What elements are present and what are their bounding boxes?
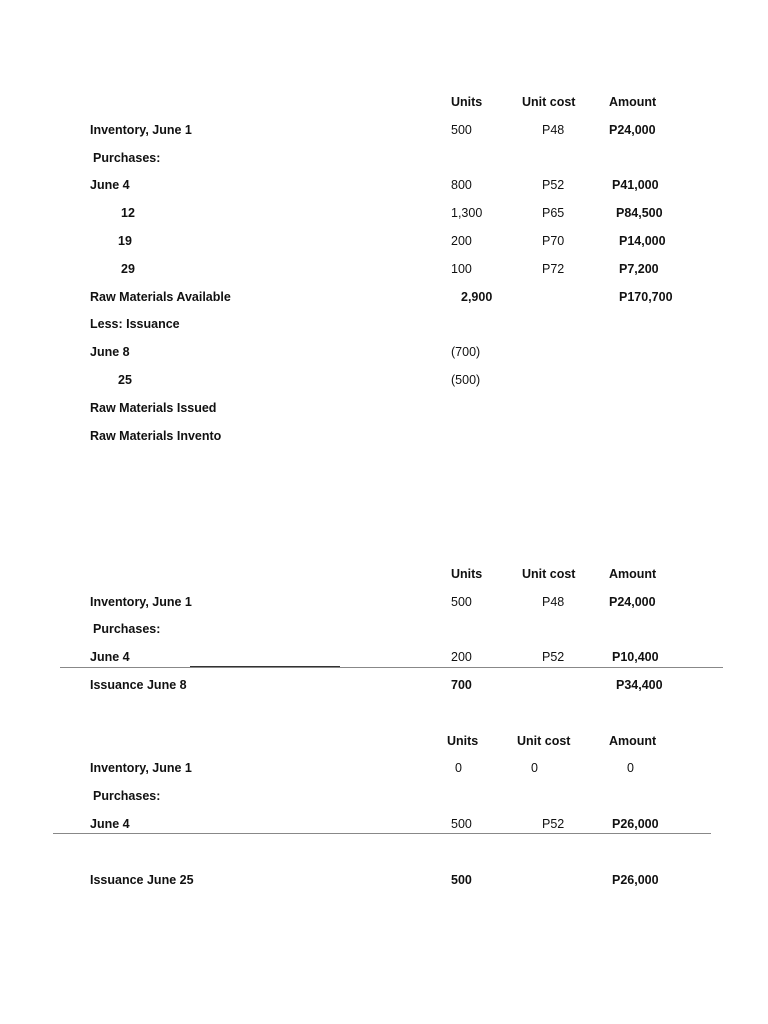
row-units: (700) bbox=[451, 345, 481, 359]
row-amount: P10,400 bbox=[612, 650, 659, 664]
row-unit-cost: P70 bbox=[542, 234, 565, 248]
row-label: Less: Issuance bbox=[90, 317, 180, 331]
row-units: 2,900 bbox=[461, 290, 493, 304]
header-units: Units bbox=[451, 567, 483, 581]
row-label: Raw Materials Invento bbox=[90, 429, 222, 443]
row-label: June 4 bbox=[90, 178, 130, 192]
row-amount: P26,000 bbox=[612, 817, 659, 831]
row-label: Raw Materials Available bbox=[90, 290, 231, 304]
row-amount: P41,000 bbox=[612, 178, 659, 192]
row-units: 800 bbox=[451, 178, 472, 192]
row-label: June 4 bbox=[90, 650, 130, 664]
header-units: Units bbox=[451, 95, 483, 109]
header-amount: Amount bbox=[609, 95, 657, 109]
header-amount: Amount bbox=[609, 567, 657, 581]
row-label: Purchases: bbox=[93, 151, 161, 165]
row-unit-cost: P52 bbox=[542, 817, 565, 831]
row-units: 500 bbox=[451, 595, 472, 609]
row-unit-cost: P52 bbox=[542, 650, 565, 664]
row-label: June 8 bbox=[90, 345, 130, 359]
row-label: 29 bbox=[121, 262, 135, 276]
row-amount: P24,000 bbox=[609, 595, 656, 609]
row-amount: 0 bbox=[627, 761, 634, 775]
row-units: 500 bbox=[451, 817, 472, 831]
row-label: Inventory, June 1 bbox=[90, 595, 192, 609]
row-units: 100 bbox=[451, 262, 472, 276]
row-label: 19 bbox=[118, 234, 132, 248]
row-unit-cost: P72 bbox=[542, 262, 565, 276]
row-units: 200 bbox=[451, 234, 472, 248]
row-unit-cost: P48 bbox=[542, 595, 565, 609]
row-unit-cost: P65 bbox=[542, 206, 565, 220]
row-amount: P14,000 bbox=[619, 234, 666, 248]
row-label: 25 bbox=[118, 373, 132, 387]
row-units: 200 bbox=[451, 650, 472, 664]
row-label: Issuance June 25 bbox=[90, 873, 194, 887]
row-unit-cost: 0 bbox=[531, 761, 538, 775]
row-label: Issuance June 8 bbox=[90, 678, 187, 692]
header-amount: Amount bbox=[609, 734, 657, 748]
row-units: 0 bbox=[455, 761, 462, 775]
header-unit-cost: Unit cost bbox=[517, 734, 571, 748]
row-units: 500 bbox=[451, 123, 472, 137]
row-units: 500 bbox=[451, 873, 472, 887]
header-unit-cost: Unit cost bbox=[522, 567, 576, 581]
row-label: 12 bbox=[121, 206, 135, 220]
row-label: June 4 bbox=[90, 817, 130, 831]
row-amount: P24,000 bbox=[609, 123, 656, 137]
total-divider bbox=[53, 833, 711, 834]
row-amount: P170,700 bbox=[619, 290, 673, 304]
row-amount: P34,400 bbox=[616, 678, 663, 692]
row-unit-cost: P48 bbox=[542, 123, 565, 137]
header-units: Units bbox=[447, 734, 479, 748]
row-amount: P26,000 bbox=[612, 873, 659, 887]
row-units: (500) bbox=[451, 373, 481, 387]
row-label: Inventory, June 1 bbox=[90, 761, 192, 775]
row-unit-cost: P52 bbox=[542, 178, 565, 192]
row-label: Inventory, June 1 bbox=[90, 123, 192, 137]
row-amount: P84,500 bbox=[616, 206, 663, 220]
total-divider-accent bbox=[190, 666, 340, 667]
row-label: Purchases: bbox=[93, 789, 161, 803]
row-label: Raw Materials Issued bbox=[90, 401, 217, 415]
row-label: Purchases: bbox=[93, 622, 161, 636]
row-amount: P7,200 bbox=[619, 262, 659, 276]
row-units: 1,300 bbox=[451, 206, 483, 220]
header-unit-cost: Unit cost bbox=[522, 95, 576, 109]
row-units: 700 bbox=[451, 678, 472, 692]
total-divider bbox=[60, 667, 723, 668]
